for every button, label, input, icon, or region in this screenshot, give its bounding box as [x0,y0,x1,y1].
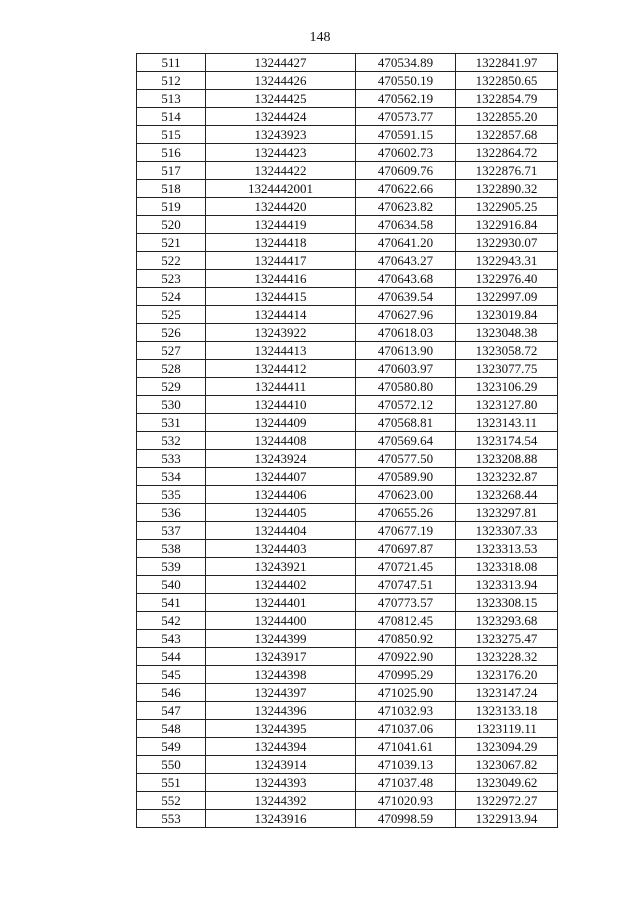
point-number-cell: 517 [137,162,206,180]
table-row [137,486,558,504]
y-coordinate-cell: 1323307.33 [456,522,558,540]
y-coordinate-cell: 1322857.68 [456,126,558,144]
table-row [137,612,558,630]
y-coordinate-cell: 1323313.94 [456,576,558,594]
point-id-cell: 1324442001 [206,180,356,198]
table-row [137,522,558,540]
y-coordinate-cell: 1322943.31 [456,252,558,270]
point-id-cell: 13244400 [206,612,356,630]
x-coordinate-cell: 470573.77 [356,108,456,126]
point-id-cell: 13244398 [206,666,356,684]
point-id-cell: 13244393 [206,774,356,792]
point-number-cell: 515 [137,126,206,144]
table-row [137,252,558,270]
y-coordinate-cell: 1322972.27 [456,792,558,810]
point-number-cell: 543 [137,630,206,648]
x-coordinate-cell: 471041.61 [356,738,456,756]
table-row [137,180,558,198]
point-id-cell: 13244410 [206,396,356,414]
table-row [137,504,558,522]
table-row [137,594,558,612]
point-id-cell: 13244409 [206,414,356,432]
point-id-cell: 13244425 [206,90,356,108]
table-row [137,774,558,792]
table-row [137,324,558,342]
table-row [137,126,558,144]
table-row [137,378,558,396]
point-number-cell: 551 [137,774,206,792]
y-coordinate-cell: 1323293.68 [456,612,558,630]
y-coordinate-cell: 1323058.72 [456,342,558,360]
point-number-cell: 518 [137,180,206,198]
table-row [137,360,558,378]
point-id-cell: 13244413 [206,342,356,360]
x-coordinate-cell: 470577.50 [356,450,456,468]
point-number-cell: 525 [137,306,206,324]
x-coordinate-cell: 470589.90 [356,468,456,486]
point-number-cell: 541 [137,594,206,612]
point-number-cell: 519 [137,198,206,216]
point-id-cell: 13243922 [206,324,356,342]
x-coordinate-cell: 470655.26 [356,504,456,522]
x-coordinate-cell: 470572.12 [356,396,456,414]
y-coordinate-cell: 1322913.94 [456,810,558,828]
y-coordinate-cell: 1323313.53 [456,540,558,558]
point-number-cell: 540 [137,576,206,594]
y-coordinate-cell: 1323077.75 [456,360,558,378]
table-row [137,810,558,828]
point-id-cell: 13244412 [206,360,356,378]
point-number-cell: 524 [137,288,206,306]
y-coordinate-cell: 1323147.24 [456,684,558,702]
point-number-cell: 526 [137,324,206,342]
x-coordinate-cell: 471037.06 [356,720,456,738]
point-id-cell: 13244424 [206,108,356,126]
point-id-cell: 13244405 [206,504,356,522]
x-coordinate-cell: 470562.19 [356,90,456,108]
x-coordinate-cell: 471039.13 [356,756,456,774]
point-number-cell: 552 [137,792,206,810]
table-row [137,576,558,594]
point-id-cell: 13243924 [206,450,356,468]
table-row [137,738,558,756]
table-row [137,234,558,252]
y-coordinate-cell: 1322854.79 [456,90,558,108]
x-coordinate-cell: 470591.15 [356,126,456,144]
point-id-cell: 13244427 [206,54,356,72]
point-id-cell: 13244394 [206,738,356,756]
table-row [137,432,558,450]
point-number-cell: 520 [137,216,206,234]
point-number-cell: 521 [137,234,206,252]
x-coordinate-cell: 471025.90 [356,684,456,702]
point-number-cell: 545 [137,666,206,684]
y-coordinate-cell: 1323318.08 [456,558,558,576]
table-row [137,72,558,90]
y-coordinate-cell: 1323208.88 [456,450,558,468]
point-id-cell: 13244416 [206,270,356,288]
point-number-cell: 539 [137,558,206,576]
x-coordinate-cell: 470643.68 [356,270,456,288]
point-id-cell: 13243916 [206,810,356,828]
y-coordinate-cell: 1323297.81 [456,504,558,522]
y-coordinate-cell: 1323119.11 [456,720,558,738]
point-id-cell: 13244407 [206,468,356,486]
x-coordinate-cell: 470995.29 [356,666,456,684]
point-id-cell: 13244423 [206,144,356,162]
point-number-cell: 532 [137,432,206,450]
y-coordinate-cell: 1323019.84 [456,306,558,324]
table-row [137,684,558,702]
y-coordinate-cell: 1323308.15 [456,594,558,612]
point-id-cell: 13244422 [206,162,356,180]
point-id-cell: 13244402 [206,576,356,594]
x-coordinate-cell: 470634.58 [356,216,456,234]
point-id-cell: 13244392 [206,792,356,810]
point-id-cell: 13244420 [206,198,356,216]
y-coordinate-cell: 1323268.44 [456,486,558,504]
point-number-cell: 537 [137,522,206,540]
point-number-cell: 534 [137,468,206,486]
point-number-cell: 516 [137,144,206,162]
y-coordinate-cell: 1322916.84 [456,216,558,234]
table-row [137,396,558,414]
table-row [137,216,558,234]
table-row [137,648,558,666]
x-coordinate-cell: 470643.27 [356,252,456,270]
table-row [137,198,558,216]
y-coordinate-cell: 1323143.11 [456,414,558,432]
x-coordinate-cell: 470623.82 [356,198,456,216]
y-coordinate-cell: 1322905.25 [456,198,558,216]
point-number-cell: 528 [137,360,206,378]
table-row [137,540,558,558]
point-number-cell: 513 [137,90,206,108]
y-coordinate-cell: 1322997.09 [456,288,558,306]
table-row [137,558,558,576]
table-row [137,756,558,774]
point-number-cell: 549 [137,738,206,756]
point-id-cell: 13244417 [206,252,356,270]
point-id-cell: 13243914 [206,756,356,774]
point-number-cell: 523 [137,270,206,288]
x-coordinate-cell: 470850.92 [356,630,456,648]
point-id-cell: 13244419 [206,216,356,234]
point-id-cell: 13244406 [206,486,356,504]
table-row [137,54,558,72]
x-coordinate-cell: 470569.64 [356,432,456,450]
x-coordinate-cell: 470812.45 [356,612,456,630]
point-number-cell: 531 [137,414,206,432]
point-number-cell: 538 [137,540,206,558]
table-row [137,108,558,126]
y-coordinate-cell: 1323067.82 [456,756,558,774]
point-id-cell: 13244418 [206,234,356,252]
point-id-cell: 13244401 [206,594,356,612]
point-number-cell: 542 [137,612,206,630]
table-row [137,306,558,324]
y-coordinate-cell: 1322890.32 [456,180,558,198]
x-coordinate-cell: 470627.96 [356,306,456,324]
x-coordinate-cell: 470721.45 [356,558,456,576]
x-coordinate-cell: 470568.81 [356,414,456,432]
point-id-cell: 13244426 [206,72,356,90]
table-row [137,468,558,486]
table-row [137,288,558,306]
table-row [137,450,558,468]
point-number-cell: 527 [137,342,206,360]
table-row [137,630,558,648]
point-number-cell: 511 [137,54,206,72]
point-number-cell: 544 [137,648,206,666]
y-coordinate-cell: 1323048.38 [456,324,558,342]
point-number-cell: 550 [137,756,206,774]
table-row [137,792,558,810]
y-coordinate-cell: 1323133.18 [456,702,558,720]
x-coordinate-cell: 470998.59 [356,810,456,828]
point-number-cell: 530 [137,396,206,414]
x-coordinate-cell: 471032.93 [356,702,456,720]
point-number-cell: 512 [137,72,206,90]
y-coordinate-cell: 1322930.07 [456,234,558,252]
y-coordinate-cell: 1323049.62 [456,774,558,792]
coordinates-table [136,53,558,828]
table-row [137,720,558,738]
point-number-cell: 535 [137,486,206,504]
x-coordinate-cell: 470747.51 [356,576,456,594]
y-coordinate-cell: 1323275.47 [456,630,558,648]
x-coordinate-cell: 470677.19 [356,522,456,540]
point-number-cell: 536 [137,504,206,522]
y-coordinate-cell: 1323228.32 [456,648,558,666]
y-coordinate-cell: 1322850.65 [456,72,558,90]
x-coordinate-cell: 470580.80 [356,378,456,396]
x-coordinate-cell: 470622.66 [356,180,456,198]
point-id-cell: 13244408 [206,432,356,450]
point-number-cell: 546 [137,684,206,702]
x-coordinate-cell: 470534.89 [356,54,456,72]
x-coordinate-cell: 470641.20 [356,234,456,252]
point-id-cell: 13244395 [206,720,356,738]
y-coordinate-cell: 1322864.72 [456,144,558,162]
point-id-cell: 13243923 [206,126,356,144]
point-number-cell: 529 [137,378,206,396]
table-row [137,144,558,162]
point-number-cell: 514 [137,108,206,126]
y-coordinate-cell: 1322876.71 [456,162,558,180]
point-id-cell: 13244399 [206,630,356,648]
x-coordinate-cell: 470639.54 [356,288,456,306]
page-number: 148 [309,30,331,45]
y-coordinate-cell: 1323232.87 [456,468,558,486]
y-coordinate-cell: 1322855.20 [456,108,558,126]
y-coordinate-cell: 1323094.29 [456,738,558,756]
x-coordinate-cell: 470922.90 [356,648,456,666]
point-id-cell: 13244403 [206,540,356,558]
x-coordinate-cell: 470773.57 [356,594,456,612]
point-number-cell: 547 [137,702,206,720]
table-row [137,342,558,360]
point-id-cell: 13244411 [206,378,356,396]
point-id-cell: 13244397 [206,684,356,702]
y-coordinate-cell: 1323106.29 [456,378,558,396]
point-number-cell: 522 [137,252,206,270]
table-row [137,162,558,180]
point-id-cell: 13244404 [206,522,356,540]
table-row [137,666,558,684]
table-row [137,270,558,288]
point-id-cell: 13244414 [206,306,356,324]
x-coordinate-cell: 471020.93 [356,792,456,810]
point-number-cell: 533 [137,450,206,468]
coordinates-table-body [137,54,558,828]
point-id-cell: 13244415 [206,288,356,306]
table-row [137,90,558,108]
y-coordinate-cell: 1323127.80 [456,396,558,414]
point-id-cell: 13243921 [206,558,356,576]
point-id-cell: 13243917 [206,648,356,666]
point-id-cell: 13244396 [206,702,356,720]
table-row [137,414,558,432]
y-coordinate-cell: 1322841.97 [456,54,558,72]
x-coordinate-cell: 470602.73 [356,144,456,162]
x-coordinate-cell: 470623.00 [356,486,456,504]
x-coordinate-cell: 471037.48 [356,774,456,792]
point-number-cell: 548 [137,720,206,738]
y-coordinate-cell: 1323176.20 [456,666,558,684]
table-row [137,702,558,720]
x-coordinate-cell: 470550.19 [356,72,456,90]
x-coordinate-cell: 470613.90 [356,342,456,360]
point-number-cell: 553 [137,810,206,828]
x-coordinate-cell: 470618.03 [356,324,456,342]
y-coordinate-cell: 1323174.54 [456,432,558,450]
x-coordinate-cell: 470697.87 [356,540,456,558]
y-coordinate-cell: 1322976.40 [456,270,558,288]
x-coordinate-cell: 470603.97 [356,360,456,378]
x-coordinate-cell: 470609.76 [356,162,456,180]
